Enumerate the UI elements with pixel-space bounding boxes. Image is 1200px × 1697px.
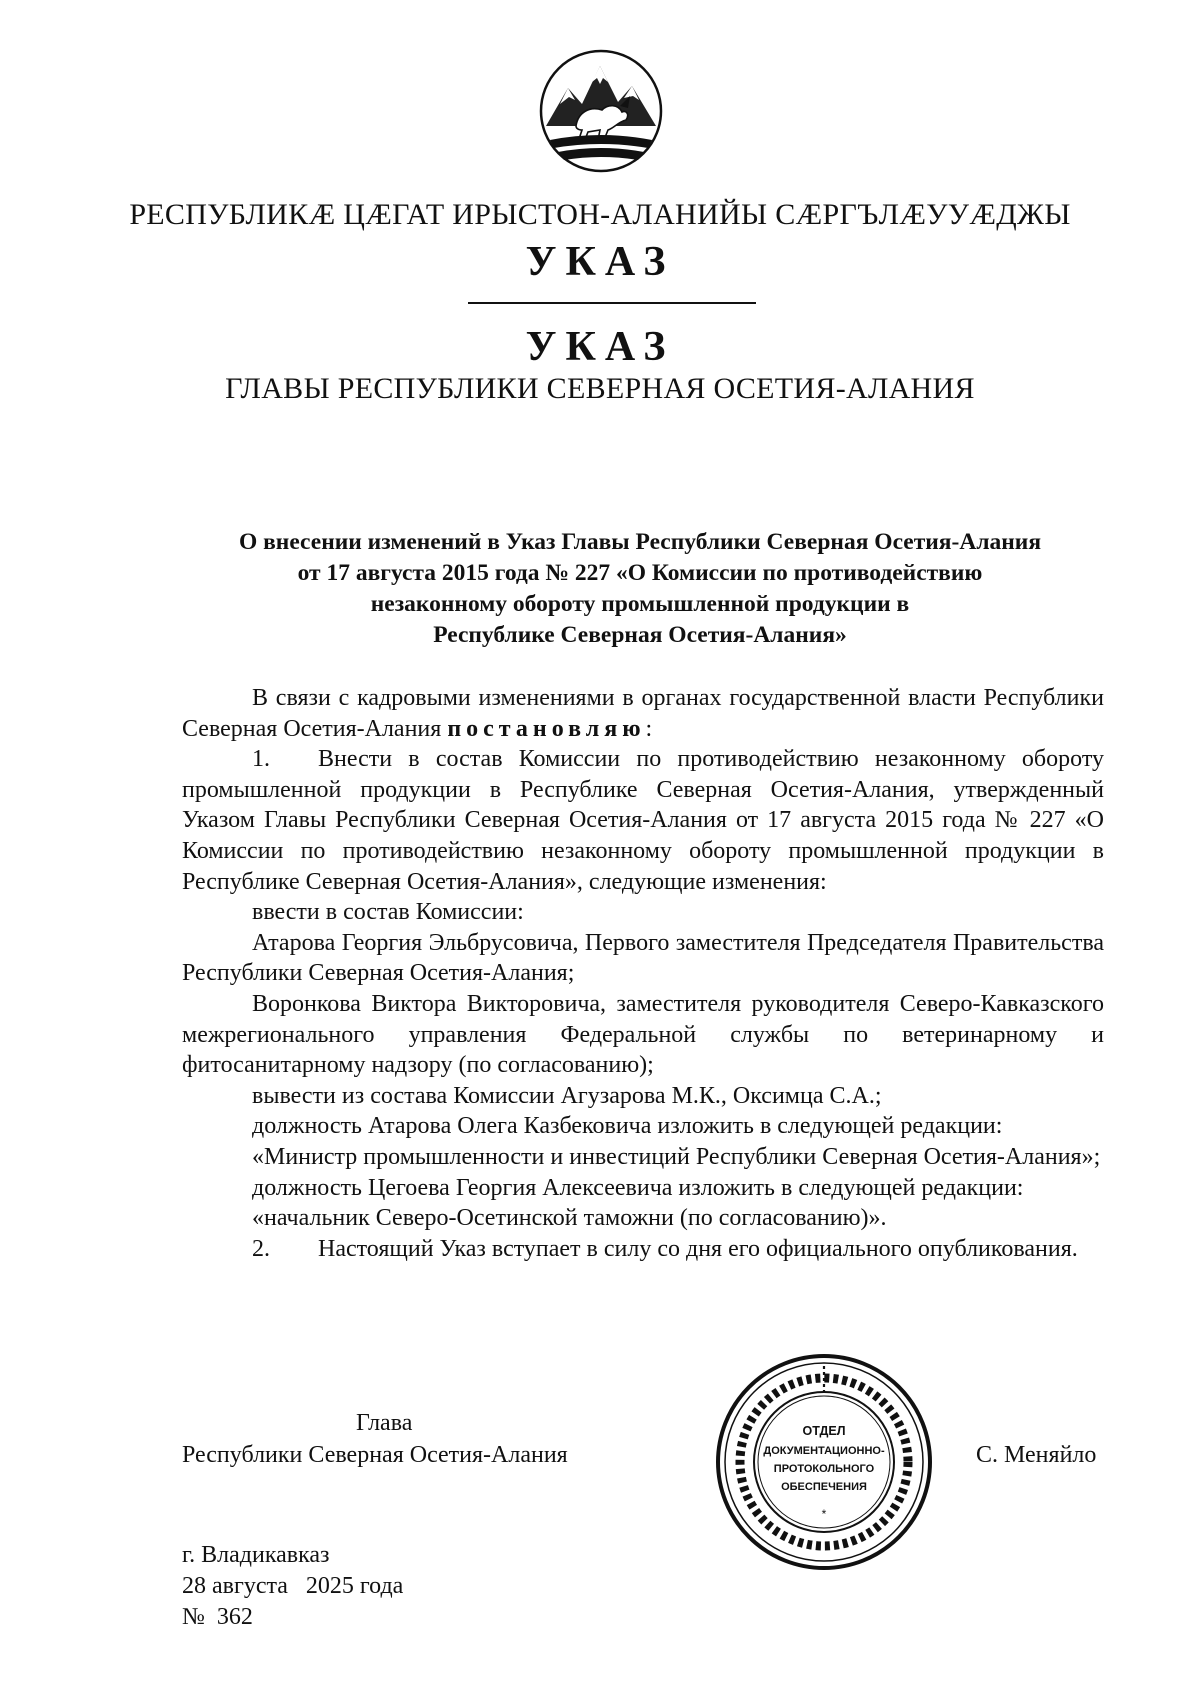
title-line: от 17 августа 2015 года № 227 «О Комиссии по противодействию: [297, 560, 983, 586]
seal-line: ОТДЕЛ: [802, 1424, 846, 1438]
header-divider: [468, 302, 756, 304]
item-1: [182, 744, 1104, 897]
decree-date: 28 августа 2025 года: [182, 1573, 404, 1599]
seal-line: ОБЕСПЕЧЕНИЯ: [781, 1481, 867, 1493]
title-line: О внесении изменений в Указ Главы Республики Северная Осетия-Алания: [238, 529, 1042, 555]
ossetian-header: РЕСПУБЛИКӔ ЦӔГАТ ИРЫСТОН-АЛАНИЙЫ СӔРГЪЛӔУУӔДЖЫ: [129, 198, 1071, 231]
signature-title: Глава: [356, 1410, 413, 1436]
svg-text:*: *: [821, 1507, 827, 1521]
resolve-word: постановляю: [447, 715, 646, 742]
decree-body: [182, 683, 1104, 1264]
change-2-text: «начальник Северо-Осетинской таможни (по согласованию)».: [252, 1205, 887, 1232]
decree-word-ossetian: УКАЗ: [525, 239, 675, 285]
coat-of-arms-icon: [538, 48, 664, 174]
add-person-2: Воронкова Виктора Викторовича, заместителя руководителя Северо-Кавказского межрегионального управления Федеральной службы по ветеринарному и фитосанитарному надзору (по согласованию);: [182, 990, 1104, 1079]
decree-title: [160, 527, 1120, 651]
item-2: [182, 1234, 1104, 1265]
change-2-heading: должность Цегоева Георгия Алексеевича изложить в следующей редакции:: [252, 1174, 1024, 1201]
item-1-text: Внести в состав Комиссии по противодействию незаконному обороту промышленной продукции в Республике Северная Осетия-Алания, утвержденный Указом Главы Республики Северная Осетия-Алания от 17 августа 2015 года № 227 «О Комиссии по противодействию незаконному обороту промышленной продукции в Республике Северная Осетия-Алания», следующие изменения:: [182, 746, 1104, 895]
title-line: незаконному обороту промышленной продукции в: [370, 591, 910, 617]
remove-line: вывести из состава Комиссии Агузарова М.К., Оксимца С.А.;: [252, 1082, 882, 1109]
item-1-number: 1.: [252, 746, 270, 773]
change-1-heading: должность Атарова Олега Казбековича изложить в следующей редакции:: [252, 1113, 1003, 1140]
signature-organization: Республики Северная Осетия-Алания: [182, 1442, 568, 1468]
official-seal-icon: [714, 1352, 934, 1572]
title-line: Республике Северная Осетия-Алания»: [433, 622, 847, 648]
add-person-1: Атарова Георгия Эльбрусовича, Первого заместителя Председателя Правительства Республики Северная Осетия-Алания;: [182, 929, 1104, 987]
signatory-name: С. Меняйло: [976, 1442, 1097, 1468]
change-1-text: «Министр промышленности и инвестиций Республики Северная Осетия-Алания»;: [252, 1143, 1101, 1170]
decree-number: № 362: [182, 1604, 253, 1630]
intro-paragraph: [182, 683, 1104, 744]
place-date-number: [182, 1540, 403, 1633]
resolve-suffix: :: [645, 715, 653, 742]
item-2-number: 2.: [252, 1235, 270, 1262]
seal-line: ДОКУМЕНТАЦИОННО-: [763, 1445, 885, 1457]
item-2-text: Настоящий Указ вступает в силу со дня его официального опубликования.: [318, 1235, 1078, 1262]
russian-header: ГЛАВЫ РЕСПУБЛИКИ СЕВЕРНАЯ ОСЕТИЯ-АЛАНИЯ: [225, 372, 975, 405]
city: г. Владикавказ: [182, 1542, 330, 1568]
seal-line: ПРОТОКОЛЬНОГО: [773, 1463, 875, 1475]
decree-word-russian: УКАЗ: [525, 324, 675, 370]
add-heading: ввести в состав Комиссии:: [252, 899, 524, 926]
intro-text: В связи с кадровыми изменениями в органах государственной власти Республики Северная Осетия-Алания: [182, 685, 1104, 742]
